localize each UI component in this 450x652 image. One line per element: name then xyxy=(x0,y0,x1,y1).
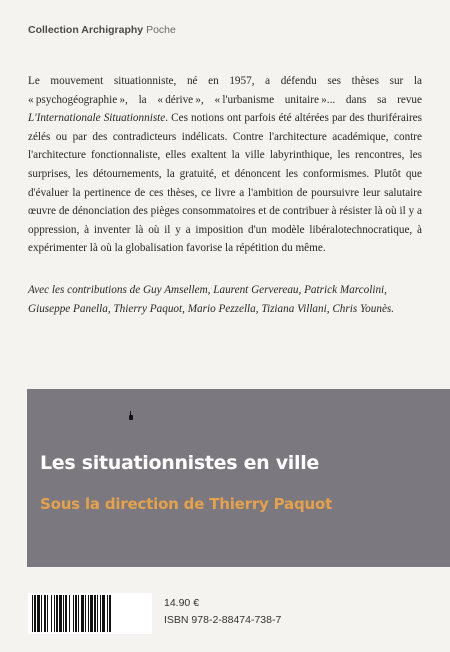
blurb-text-1: Le mouvement situationniste, né en 1957, a défendu ses thèses sur la « psychogéographie », la « dérive », « l'urbanisme unitaire »... dans sa revue xyxy=(28,75,422,106)
blurb-text-2: . Ces notions ont parfois été altérées par des thuriféraires zélés ou par des contradicteurs indélicats. Contre l'architecture académique, contre l'architecture fonctionnaliste, elles exaltent la ville labyrinthique, les rencontres, les surprises, les détournements, la gratuité, et dénoncent les conformismes. Plutôt que d'évaluer la pertinence de ces thèses, ce livre a l'ambition de poursuivre leur salutaire œuvre de dénonciation des pièges consommatoires et de contribuer à résister là où il y a oppression, à inventer là où il y a imposition d'un modèle libéralotechnocratique, à expérimenter là où la globalisation favorise la répétition du même. xyxy=(28,112,422,255)
price: 14.90 € xyxy=(164,597,200,609)
review-title: L'Internationale Situationniste xyxy=(28,112,166,125)
barcode-graphic xyxy=(28,593,152,634)
collection-series: Poche xyxy=(146,24,176,36)
contributors-paragraph: Avec les contributions de Guy Amsellem, Laurent Gervereau, Patrick Marcolini, Giuseppe Panella, Thierry Paquot, Mario Pezzella, Tiziana Villani, Chris Younès. xyxy=(28,284,395,315)
barcode xyxy=(28,593,152,634)
ornament-bullet-icon xyxy=(129,415,133,420)
collection-label xyxy=(28,24,176,36)
blurb-paragraph xyxy=(28,72,422,258)
title-band xyxy=(27,389,450,567)
book-editor: Sous la direction de Thierry Paquot xyxy=(40,495,333,513)
book-title: Les situationnistes en ville xyxy=(40,452,320,474)
collection-name: Collection Archigraphy xyxy=(28,24,144,36)
isbn: ISBN 978-2-88474-738-7 xyxy=(164,614,282,626)
